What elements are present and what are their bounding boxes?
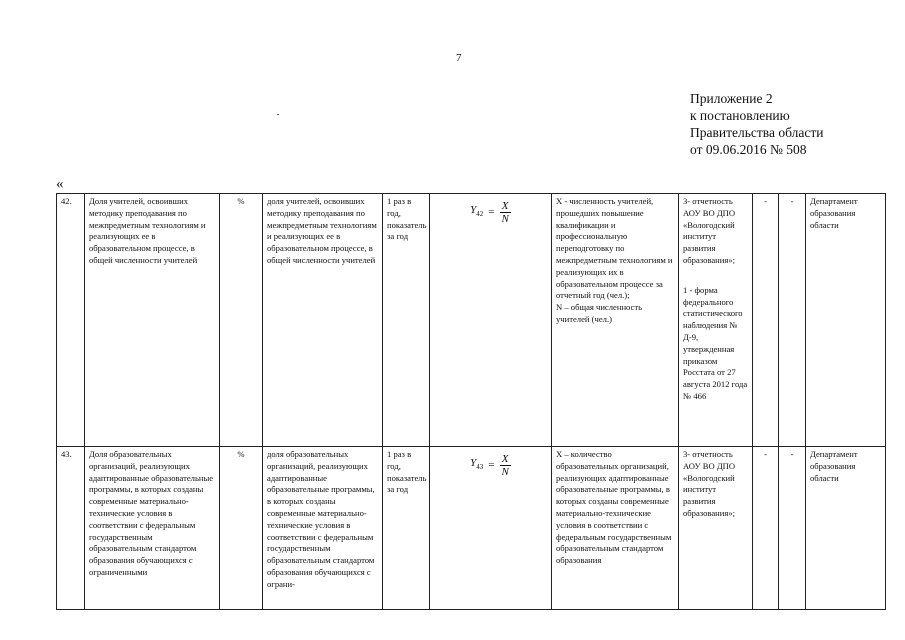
data-sources (679, 194, 753, 447)
data-source-1: 3- отчетность АОУ ВО ДПО «Вологодский институт развития образования»; (683, 196, 736, 265)
appendix-line-1: Приложение 2 (690, 91, 773, 106)
calculation-frequency: 1 раз в год, показатель за год (383, 194, 430, 447)
row-number: 42. (57, 194, 85, 447)
formula-denominator: N (501, 466, 509, 478)
page-number: 7 (456, 52, 462, 64)
table-row (57, 194, 886, 447)
indicator-name: Доля образовательных организаций, реализующих адаптированные образовательные программы, в которых созданы современные материально-технические условия в соответствии с федеральным государственным образовательным стандартом образования обучающихся с ограниченными (85, 447, 220, 610)
row-number: 43. (57, 447, 85, 610)
formula (434, 196, 547, 225)
formula-fraction (500, 453, 511, 478)
formula-equals: = (488, 205, 495, 218)
indicator-name: Доля учителей, освоивших методику преподавания по межпредметным технологиям и реализующих ее в образовательном процессе, в общей численности учителей (85, 194, 220, 447)
data-sources (679, 447, 753, 610)
formula-cell (430, 194, 552, 447)
scan-speck (277, 114, 279, 115)
column-8-value: - (753, 194, 779, 447)
appendix-line-2: к постановлению (690, 108, 790, 123)
indicator-definition: доля учителей, освоивших методику преподавания по межпредметным технологиям и реализующих ее в образовательном процессе, в общей численности учителей (263, 194, 383, 447)
appendix-line-4: от 09.06.2016 № 508 (690, 142, 807, 157)
responsible-body: Департамент образования области (806, 194, 886, 447)
unit-of-measure: % (220, 447, 263, 610)
formula (434, 449, 547, 478)
formula-numerator: X (501, 453, 509, 465)
column-9-value: - (779, 194, 806, 447)
appendix-header (690, 90, 823, 158)
formula-fraction (500, 200, 511, 225)
variables-description: X – количество образовательных организаций, реализующих адаптированные образовательные программы, в которых созданы современные материально-технические условия в соответствии с федеральным государственным образовательным стандартом образования (552, 447, 679, 610)
appendix-line-3: Правительства области (690, 125, 824, 140)
opening-quote: « (56, 176, 64, 192)
unit-of-measure: % (220, 194, 263, 447)
variables-description: X - численность учителей, прошедших повышение квалификации и профессиональную переподготовку по межпредметным технологиям и реализующих их в образовательном процессе за отчетный год (чел.); N – общая численность учителей (чел.) (552, 194, 679, 447)
formula-equals: = (488, 458, 495, 471)
column-9-value: - (779, 447, 806, 610)
indicator-definition: доля образовательных организаций, реализующих адаптированные образовательные программы, в которых созданы современные материально-технические условия в соответствии с федеральным государственным образовательным стандартом образования обучающихся с ограни- (263, 447, 383, 610)
formula-cell (430, 447, 552, 610)
calculation-frequency: 1 раз в год, показатель за год (383, 447, 430, 610)
responsible-body: Департамент образования области (806, 447, 886, 610)
indicators-table (56, 193, 886, 610)
table-row (57, 447, 886, 610)
formula-lhs: $Y_{43}$ (470, 456, 484, 471)
data-source-2: 1 - форма федерального статистического наблюдения № Д-9, утвержденная приказом Росстата от 27 августа 2012 года № 466 (683, 284, 748, 401)
column-8-value: - (753, 447, 779, 610)
formula-lhs: $Y_{42}$ (470, 203, 484, 218)
formula-denominator: N (501, 213, 509, 225)
formula-numerator: X (501, 200, 509, 212)
data-source-1: 3- отчетность АОУ ВО ДПО «Вологодский институт развития образования»; (683, 449, 736, 518)
